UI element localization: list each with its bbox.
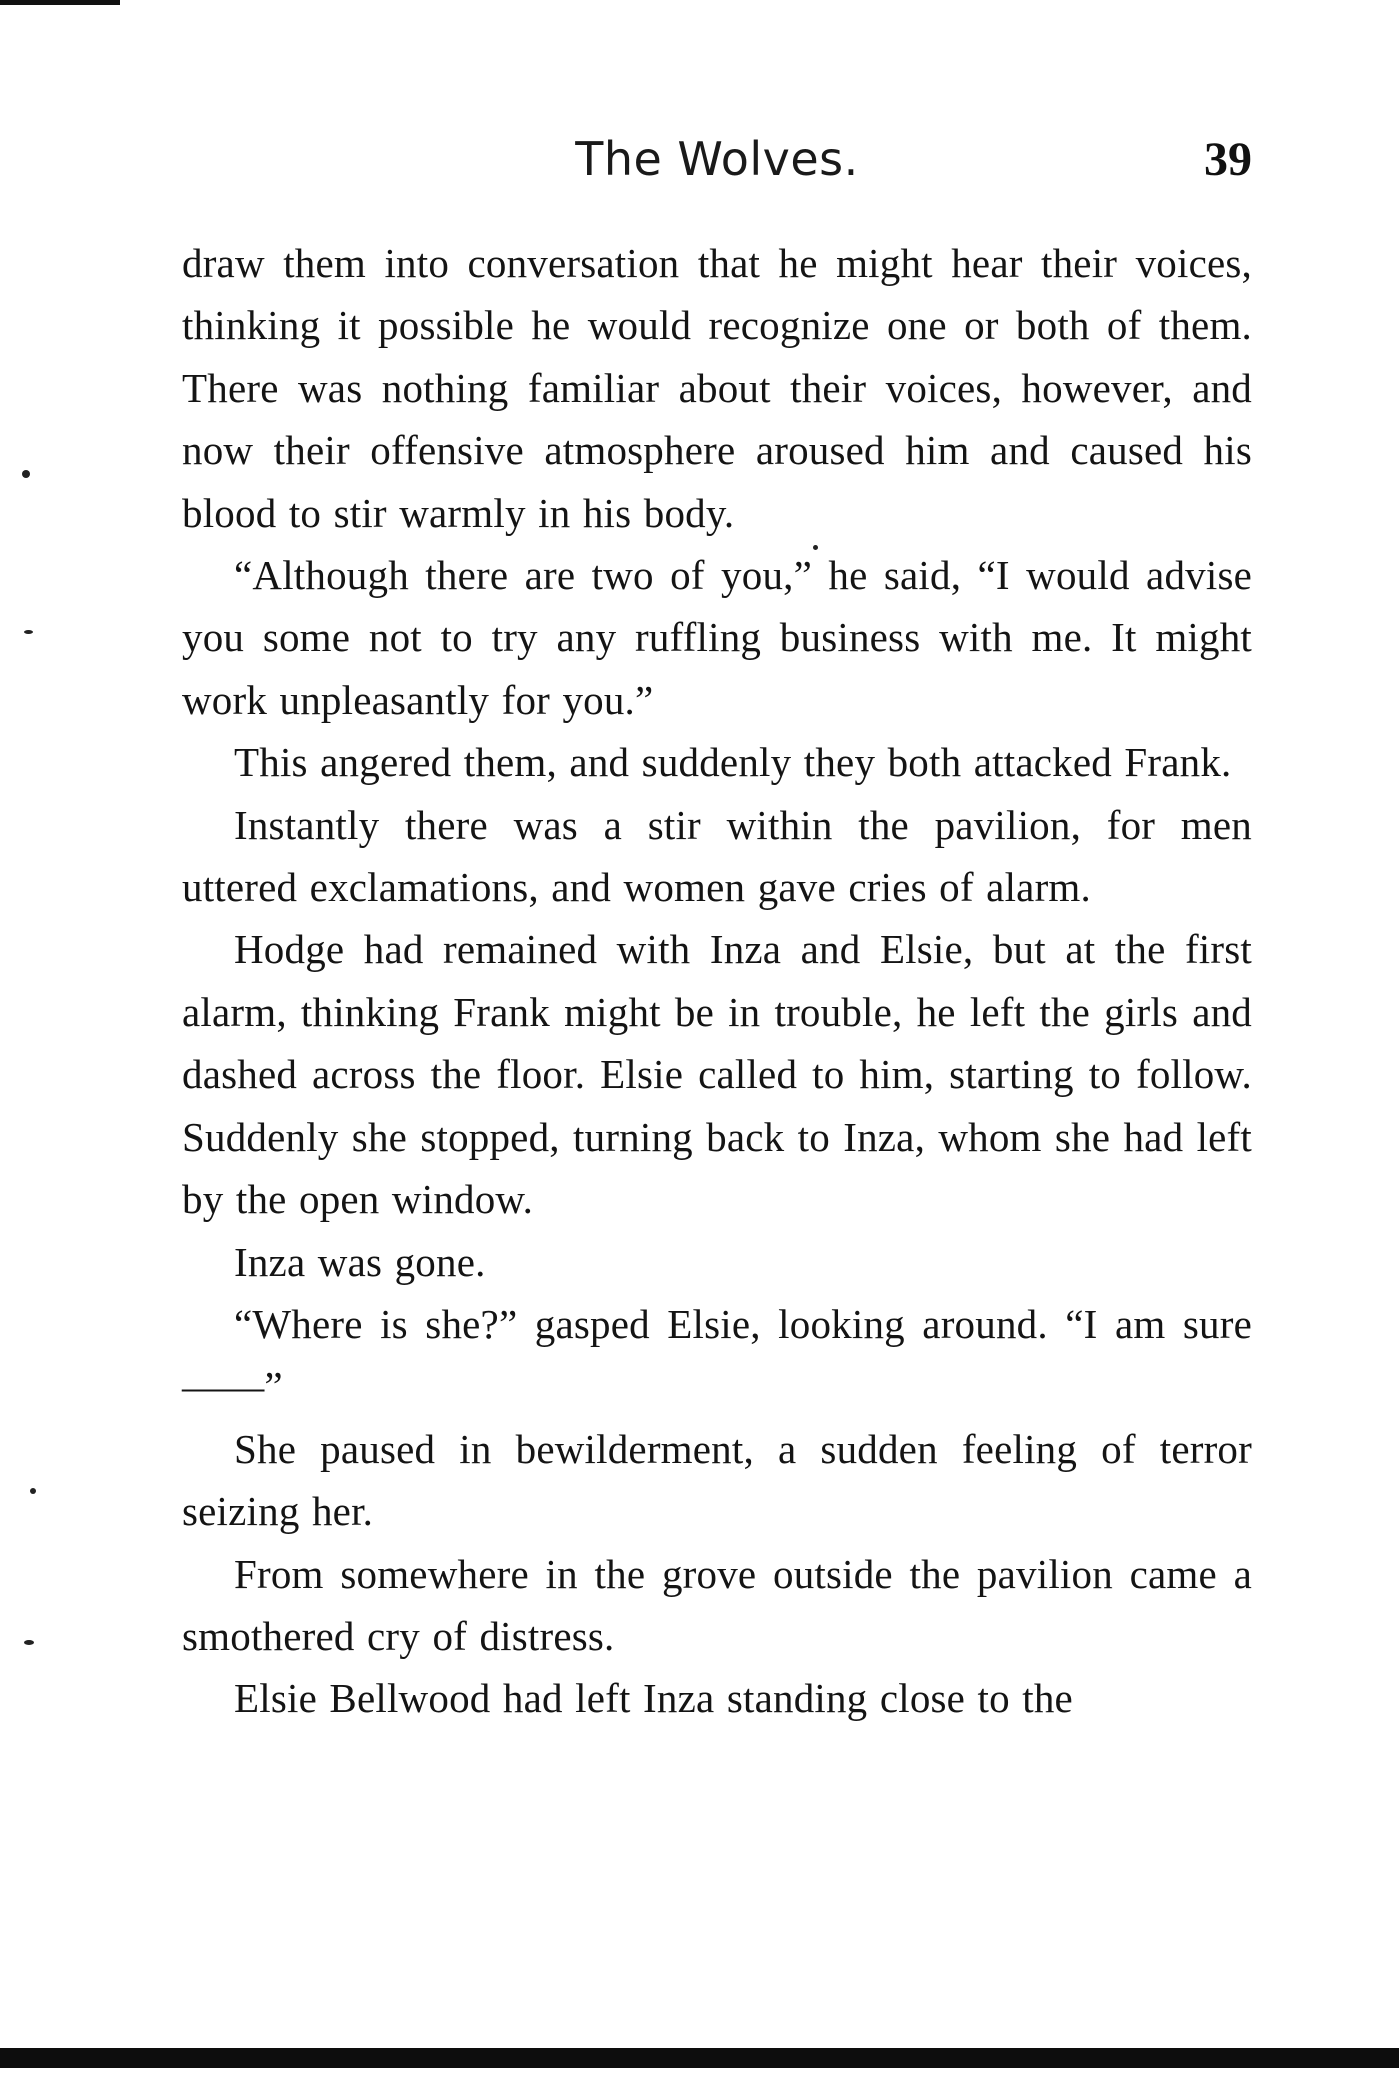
paragraph-9: From somewhere in the grove outside the pavilion came a smothered cry of distress. (182, 1550, 1252, 1659)
margin-speck (24, 1640, 34, 1645)
paragraph-4: Instantly there was a stir within the pavilion, for men uttered exclamations, and women gave cries of alarm. (182, 801, 1252, 911)
margin-speck (24, 630, 33, 634)
bottom-edge-rule (0, 2048, 1399, 2068)
text-speck (813, 545, 818, 550)
margin-speck (30, 1488, 36, 1494)
body-text (182, 232, 1252, 1730)
paragraph-1: draw them into conversation that he might hear their voices, thinking it possible he would recognize one or both of them. There was nothing familiar about their voices, however, and now their offensive atmosphere aroused him and caused his blood to stir warmly in his body. (182, 240, 1252, 536)
paragraph-8: She paused in bewilderment, a sudden feeling of terror seizing her. (182, 1425, 1252, 1535)
paragraph-5: Hodge had remained with Inza and Elsie, but at the first alarm, thinking Frank might be in trouble, he left the girls and dashed across the floor. Elsie called to him, starting to follow. Suddenly she stopped, turning back to Inza, whom she had left by the open window. (182, 926, 1252, 1223)
page-header (182, 132, 1252, 192)
margin-speck (22, 470, 30, 478)
paragraph-2: “Although there are two of you,” he said, “I would advise you some not to try any ruffling business with me. It might work unpleasantly for you.” (182, 552, 1252, 723)
running-title: The Wolves. (575, 132, 859, 186)
paragraph-6: Inza was gone. (234, 1238, 486, 1285)
top-edge-rule (0, 0, 120, 5)
page-number: 39 (1204, 133, 1252, 186)
paragraph-7: “Where is she?” gasped Elsie, looking around. “I am sure——” (182, 1300, 1252, 1410)
paragraph-3: This angered them, and suddenly they both attacked Frank. (234, 739, 1232, 786)
paragraph-10: Elsie Bellwood had left Inza standing close to the (234, 1675, 1073, 1722)
